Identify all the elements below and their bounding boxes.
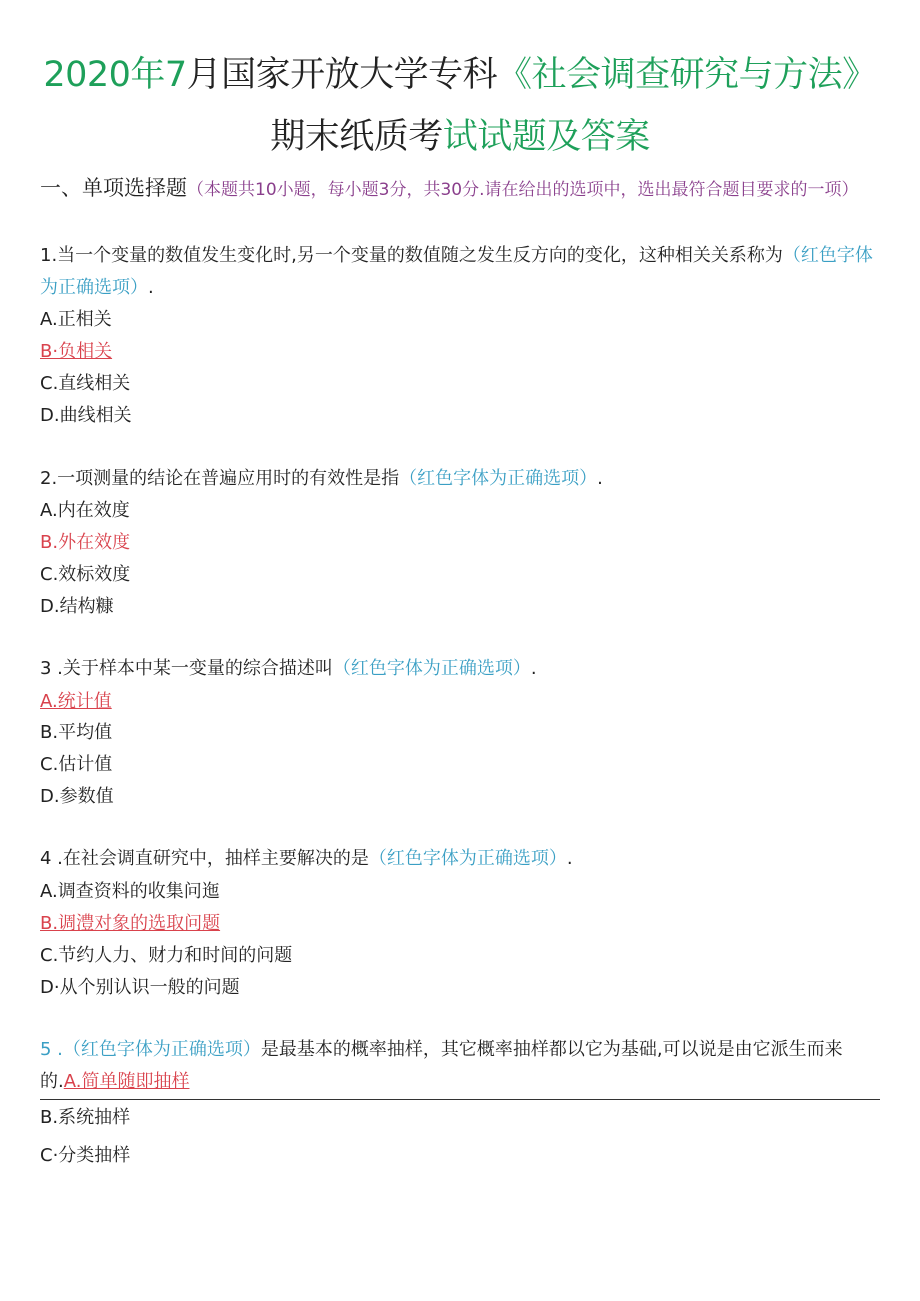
question-3-option-c: C.估计值 bbox=[40, 754, 113, 775]
question-3-option-a-correct: A.统计值 bbox=[40, 691, 112, 712]
question-4-stem: 4 .在社会调直研究中，抽样主要解决的是 bbox=[40, 848, 369, 869]
question-5-hint: （红色字体为正确选项） bbox=[62, 1039, 261, 1060]
question-4-option-d: D·从个别认识一般的问题 bbox=[40, 977, 240, 998]
question-1-hint: （红色字体为正确选项） bbox=[40, 245, 873, 298]
question-3-stem: 3 .关于样本中某一变量的综合描述叫 bbox=[40, 658, 333, 679]
question-5-option-b: B.系统抽样 bbox=[40, 1107, 131, 1128]
question-1-option-b-correct: B·负相关 bbox=[40, 341, 113, 362]
question-5-option-a-correct: A.简单随即抽样 bbox=[63, 1071, 190, 1092]
question-2-option-d: D.结构糠 bbox=[40, 596, 114, 617]
question-2-option-c: C.效标效度 bbox=[40, 564, 131, 585]
question-3-option-d: D.参数值 bbox=[40, 786, 114, 807]
question-5 bbox=[40, 1034, 880, 1098]
question-3-option-b: B.平均值 bbox=[40, 722, 113, 743]
question-1-end: . bbox=[148, 277, 154, 298]
question-2-option-a: A.内在效度 bbox=[40, 500, 130, 521]
title-course: 《社会调查研究与方法》 bbox=[497, 55, 877, 95]
question-3-hint: （红色字体为正确选项） bbox=[332, 658, 531, 679]
question-3-end: . bbox=[530, 658, 537, 679]
question-5-option-c: C·分类抽样 bbox=[40, 1145, 131, 1166]
section-heading: 一、单项选择题 bbox=[40, 176, 187, 200]
divider-line bbox=[40, 1099, 880, 1100]
question-5-stem: 是最基本的概率抽样，其它概率抽样都以它为基础,可以说是由它派生而来的. bbox=[40, 1039, 843, 1092]
question-1-option-a: A.正相关 bbox=[40, 309, 112, 330]
question-2-option-b-correct: B.外在效度 bbox=[40, 532, 131, 553]
section-note: （本题共10小题，每小题3分，共30分.请在给出的选项中，选出最符合题目要求的一项） bbox=[187, 180, 859, 200]
question-3 bbox=[40, 653, 880, 685]
title-exam: 期末纸质考 bbox=[270, 117, 443, 157]
question-1-stem: 1.当一个变量的数值发生变化时,另一个变量的数值随之发生反方向的变化，这种相关关系称为 bbox=[40, 245, 783, 266]
question-2-hint: （红色字体为正确选项） bbox=[399, 468, 598, 489]
question-1-option-d: D.曲线相关 bbox=[40, 405, 132, 426]
question-4-option-c: C.节约人力、财力和时间的问题 bbox=[40, 945, 293, 966]
question-4-option-a: A.调查资料的收集问迤 bbox=[40, 881, 220, 902]
document-title-line1 bbox=[0, 45, 920, 105]
title-year: 2020年7 bbox=[43, 55, 187, 95]
question-2-stem: 2.一项测量的结论在普遍应用时的有效性是指 bbox=[40, 468, 400, 489]
question-2-end: . bbox=[597, 468, 603, 489]
question-1 bbox=[40, 240, 880, 304]
document-title-line2 bbox=[0, 107, 920, 167]
question-4-hint: （红色字体为正确选项） bbox=[368, 848, 567, 869]
title-answers: 试试题及答案 bbox=[442, 117, 650, 157]
question-4-end: . bbox=[566, 848, 573, 869]
section-header bbox=[40, 172, 880, 207]
question-1-option-c: C.直线相关 bbox=[40, 373, 131, 394]
question-2 bbox=[40, 463, 880, 495]
title-middle: 月国家开放大学专科 bbox=[186, 55, 498, 95]
question-5-number: 5 . bbox=[40, 1039, 63, 1060]
question-4-option-b-correct: B.调澧对象的选取问题 bbox=[40, 913, 221, 934]
question-4 bbox=[40, 843, 880, 875]
